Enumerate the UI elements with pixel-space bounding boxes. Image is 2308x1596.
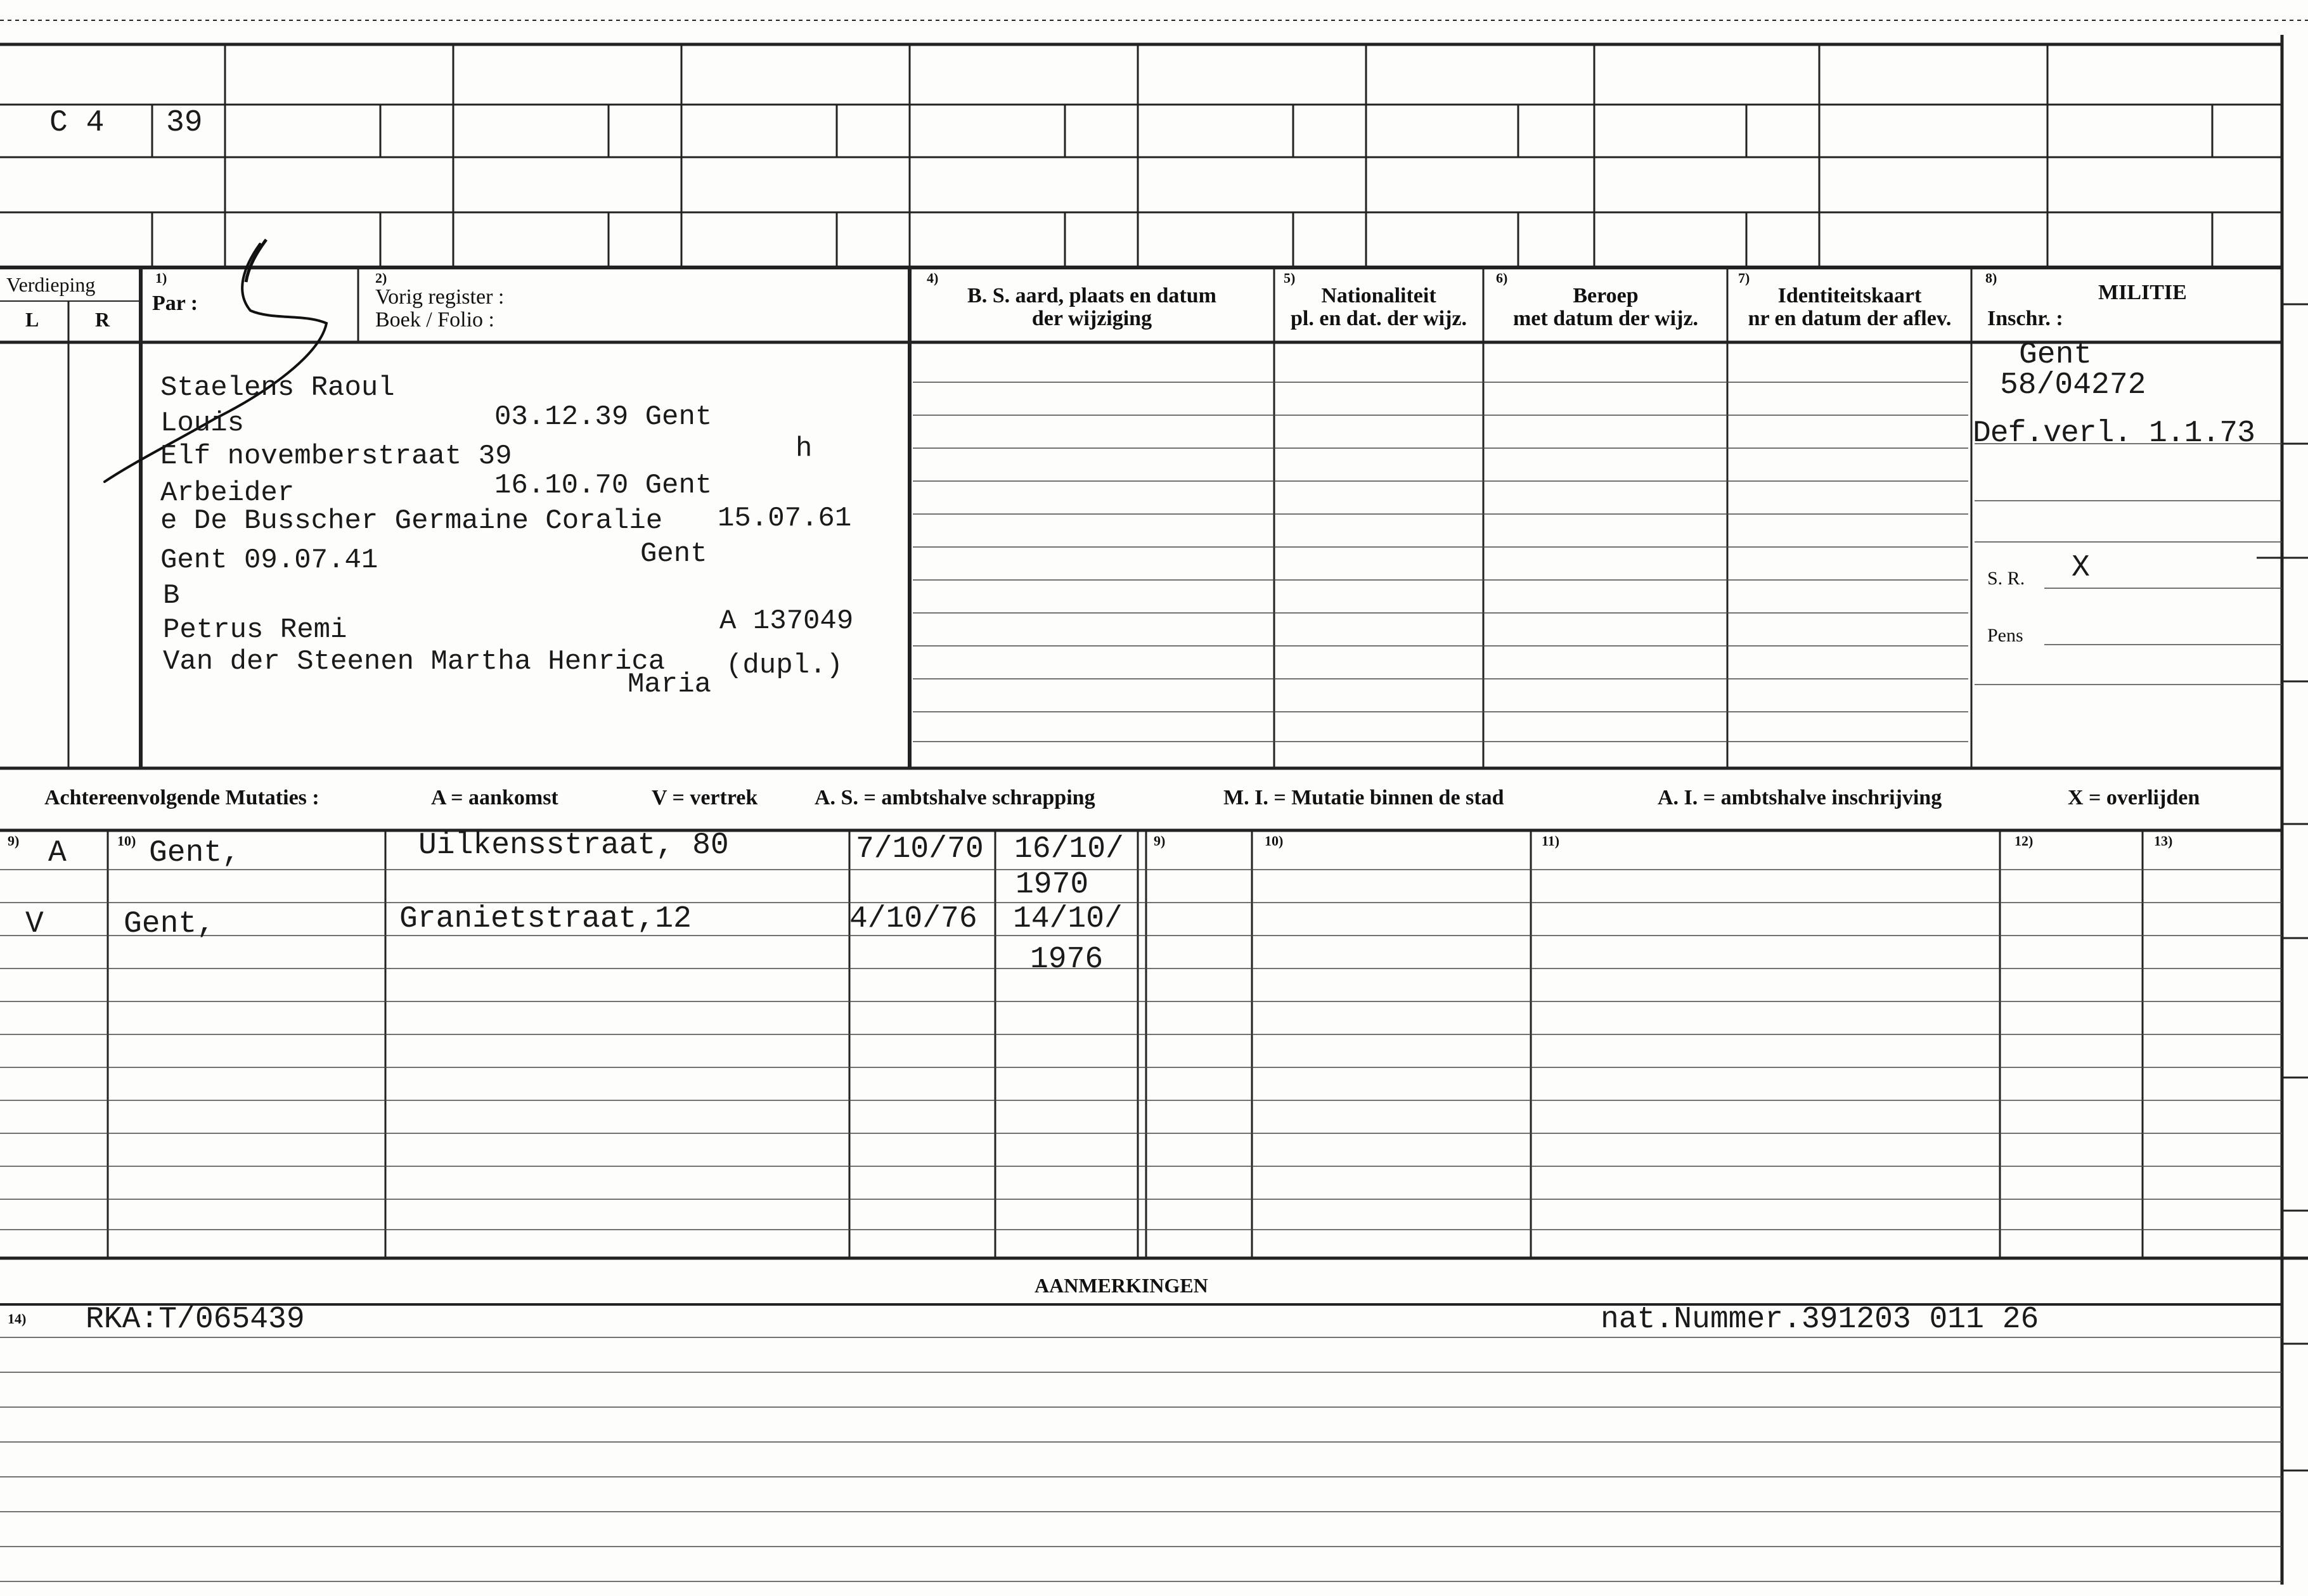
col5-line1: Nationaliteit (1321, 284, 1436, 307)
legend-ai: A. I. = ambtshalve inschrijving (1658, 786, 1942, 809)
mut-num-12: 12) (2015, 833, 2034, 849)
legend-mi: M. I. = Mutatie binnen de stad (1223, 786, 1504, 809)
col5-line2: pl. en dat. der wijz. (1291, 307, 1467, 330)
mut-num-11: 11) (1542, 833, 1560, 849)
militie-place: Gent (2019, 338, 2092, 372)
militie-sr-label: S. R. (1987, 568, 2025, 589)
legend-title: Achtereenvolgende Mutaties : (44, 786, 319, 809)
militie-def: Def.verl. 1.1.73 (1973, 416, 2255, 451)
mut-date2b: 1976 (1030, 943, 1104, 977)
mut-type: A (48, 836, 67, 870)
militie-pens-label: Pens (1987, 625, 2023, 646)
person-birth: 03.12.39 Gent (494, 401, 712, 433)
mut-street: Granietstraat,12 (399, 902, 692, 936)
person-first-name: Louis (160, 408, 245, 439)
person-spouse-birth: Gent 09.07.41 (160, 544, 378, 576)
col4-line1: B. S. aard, plaats en datum (967, 284, 1216, 307)
col7-line1: Identiteitskaart (1777, 284, 1922, 307)
legend-as: A. S. = ambtshalve schrapping (815, 786, 1095, 809)
mut-left-num-10: 10) (117, 833, 136, 849)
mut-city: Gent, (124, 907, 216, 941)
person-name: Staelens Raoul (160, 372, 395, 404)
mut-date2b: 1970 (1015, 868, 1089, 902)
mut-num-10: 10) (1265, 833, 1284, 849)
col7-num: 7) (1738, 270, 1750, 286)
militie-number: 58/04272 (2000, 368, 2146, 402)
legend-x: X = overlijden (2068, 786, 2200, 809)
legend-a: A = aankomst (431, 786, 558, 809)
col1-num: 1) (155, 270, 167, 286)
person-status: B (163, 580, 180, 612)
col1-label: Par : (152, 292, 198, 315)
legend-v: V = vertrek (652, 786, 758, 809)
person-mother: Van der Steenen Martha Henrica (163, 646, 666, 678)
person-occupation: Arbeider (160, 477, 295, 509)
col8-line2: Inschr. : (1987, 307, 2063, 330)
person-father: Petrus Remi (163, 614, 347, 646)
ref-code: C 4 (49, 106, 105, 140)
col4-num: 4) (927, 270, 939, 286)
remarks-num: 14) (8, 1311, 27, 1327)
mut-date1: 7/10/70 (856, 832, 984, 866)
person-dupl: (dupl.) (726, 650, 843, 681)
remarks-title: AANMERKINGEN (1035, 1274, 1208, 1297)
ref-number: 39 (166, 106, 203, 140)
mut-date2a: 14/10/ (1013, 902, 1123, 936)
col2-line2: Boek / Folio : (375, 308, 494, 331)
person-occupation-date: 16.10.70 Gent (494, 470, 712, 501)
person-address-mark: h (796, 433, 813, 465)
col5-num: 5) (1284, 270, 1296, 286)
remarks-natnum: nat.Nummer.391203 011 26 (1601, 1303, 2039, 1337)
person-spouse-birth-place: Gent (640, 538, 707, 570)
person-spouse: e De Busscher Germaine Coralie (160, 505, 663, 537)
col2-line1: Vorig register : (375, 285, 505, 309)
mut-type: V (25, 907, 44, 941)
mut-date1: 4/10/76 (849, 902, 977, 936)
col4-line2: der wijziging (1031, 307, 1152, 330)
col6-num: 6) (1496, 270, 1508, 286)
mut-street: Uilkensstraat, 80 (418, 828, 729, 863)
mut-date2a: 16/10/ (1014, 832, 1124, 866)
mut-num-9: 9) (1154, 833, 1166, 849)
verdieping-r: R (95, 308, 110, 331)
person-address: Elf novemberstraat 39 (160, 441, 512, 472)
mut-left-num-9: 9) (8, 833, 20, 849)
col6-line1: Beroep (1573, 284, 1639, 307)
mut-num-13: 13) (2154, 833, 2173, 849)
person-marriage-date: 15.07.61 (718, 503, 852, 534)
col8-line1: MILITIE (2098, 281, 2187, 304)
col8-num: 8) (1985, 270, 1997, 286)
col2-num: 2) (375, 270, 387, 286)
verdieping-label: Verdieping (6, 273, 96, 296)
person-mother-cont: Maria (628, 669, 712, 700)
col6-line2: met datum der wijz. (1512, 307, 1699, 330)
remarks-rka: RKA:T/065439 (86, 1303, 305, 1337)
militie-sr-value: X (2072, 551, 2090, 585)
person-id-card: A 137049 (719, 605, 854, 637)
mut-city: Gent, (149, 836, 241, 870)
verdieping-l: L (25, 308, 39, 331)
col7-line2: nr en datum der aflev. (1748, 307, 1952, 330)
